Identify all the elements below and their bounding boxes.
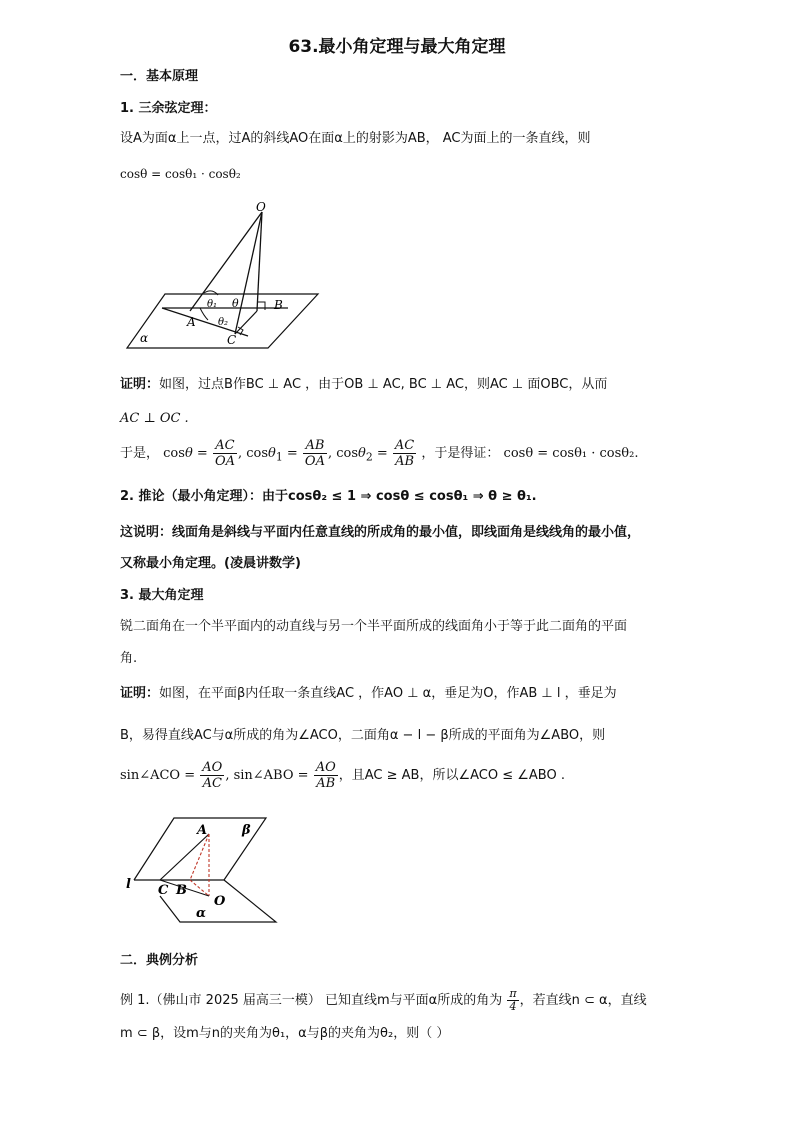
figure-three-cosine [120, 196, 330, 356]
proof-ratios-line: 于是， cosθ = $\frac{AC}{OA}$ , cosθ$_1$ = $\frac{AB}{OA}$ , cosθ$_2$ = $\frac{AC}{AB}$ ，于是得证： cosθ = cosθ₁ · cosθ₂. [120, 438, 639, 469]
explanation-line-1: 这说明：线面角是斜线与平面内任意直线的所成角的最小值，即线面角是线线角的最小值， [120, 525, 641, 540]
fig2-label-A: A [197, 823, 208, 838]
formula-three-cosine: cosθ = cosθ₁ · cosθ₂ [120, 167, 241, 181]
subheading-min-angle: 2. 推论（最小角定理）：由于cosθ₂ ≤ 1 ⇒ cosθ ≤ cosθ₁ ⇒ θ ≥ θ₁. [120, 489, 537, 504]
proof3-text-1: 如图，在平面β内任取一条直线AC ，作AO ⊥ α，垂足为O，作AB ⊥ l ，垂足为 [159, 686, 617, 701]
paragraph-max-angle-1: 锐二面角在一个半平面内的动直线与另一个半平面所成的线面角小于等于此二面角的平面 [120, 619, 628, 634]
explanation-line-2: 又称最小角定理。(凌晨讲数学) [120, 556, 301, 571]
example1-line-1 [120, 988, 647, 1013]
proof-text-1: 如图，过点B作BC ⊥ AC ，由于OB ⊥ AC, BC ⊥ AC，则AC ⊥ 面OBC，从而 [159, 377, 608, 392]
fig2-label-B: B [176, 883, 187, 898]
sin-mid: , sin∠ABO = [225, 768, 309, 783]
example1-prefix: 例 1.（佛山市 2025 届高三一模） 已知直线m与平面α所成的角为 [120, 993, 503, 1008]
example1-suffix: ，若直线n ⊂ α，直线 [519, 993, 647, 1008]
subheading-three-cosine: 1. 三余弦定理： [120, 101, 217, 116]
fig2-label-l: l [126, 877, 131, 892]
fig2-label-beta: β [242, 823, 251, 838]
fraction-pi-over-4: $\frac{\pi}{4}$ [509, 987, 517, 1013]
so-suffix: ，于是得证： [421, 446, 500, 461]
section-heading-basics: 一．基本原理 [120, 69, 199, 84]
sine-ratio-line [120, 760, 565, 791]
proof-line-2: AC ⊥ OC . [120, 411, 189, 426]
fig2-label-alpha: α [196, 906, 207, 921]
fraction-ao-ab: $\frac{AO}{AB}$ [315, 760, 336, 791]
example1-line-2: m ⊂ β，设m与n的夹角为θ₁，α与β的夹角为θ₂，则（ ） [120, 1026, 450, 1041]
paragraph-setup: 设A为面α上一点，过A的斜线AO在面α上的射影为AB， AC为面上的一条直线，则 [120, 131, 591, 146]
sin-suffix: ，且AC ≥ AB，所以∠ACO ≤ ∠ABO . [338, 768, 565, 783]
label-theta1: θ₁ [207, 299, 218, 310]
label-C: C [227, 333, 237, 347]
sin-prefix: sin∠ACO = [120, 768, 196, 783]
section-heading-examples: 二．典例分析 [120, 953, 199, 968]
fraction-ac-oa: $\frac{AC}{OA}$ [214, 438, 235, 469]
so-prefix: 于是， [120, 446, 160, 461]
fraction-ab-oa: $\frac{AB}{OA}$ [304, 438, 325, 469]
page-title: 63.最小角定理与最大角定理 [288, 37, 506, 57]
proof-label: 证明： [120, 377, 160, 392]
fraction-ao-ac: $\frac{AO}{AC}$ [202, 760, 223, 791]
subheading-max-angle: 3. 最大角定理 [120, 588, 204, 603]
label-A: A [187, 315, 196, 329]
proof3-label: 证明： [120, 686, 160, 701]
proof3-line-1 [120, 685, 617, 703]
label-B: B [274, 298, 283, 312]
fig2-label-O: O [214, 894, 226, 909]
label-O: O [256, 200, 266, 214]
label-theta2: θ₂ [218, 317, 229, 328]
fraction-ac-ab: $\frac{AC}{AB}$ [394, 438, 415, 469]
so-result: cosθ = cosθ₁ · cosθ₂. [503, 446, 639, 461]
paragraph-max-angle-2: 角. [120, 651, 138, 666]
fig2-label-C: C [158, 883, 169, 898]
proof3-line-2: B，易得直线AC与α所成的角为∠ACO，二面角α − l − β所成的平面角为∠ABO，则 [120, 728, 606, 743]
proof-line-1 [120, 376, 607, 394]
figure-max-angle [124, 812, 284, 930]
label-alpha: α [140, 331, 149, 345]
label-theta: θ [232, 297, 239, 310]
